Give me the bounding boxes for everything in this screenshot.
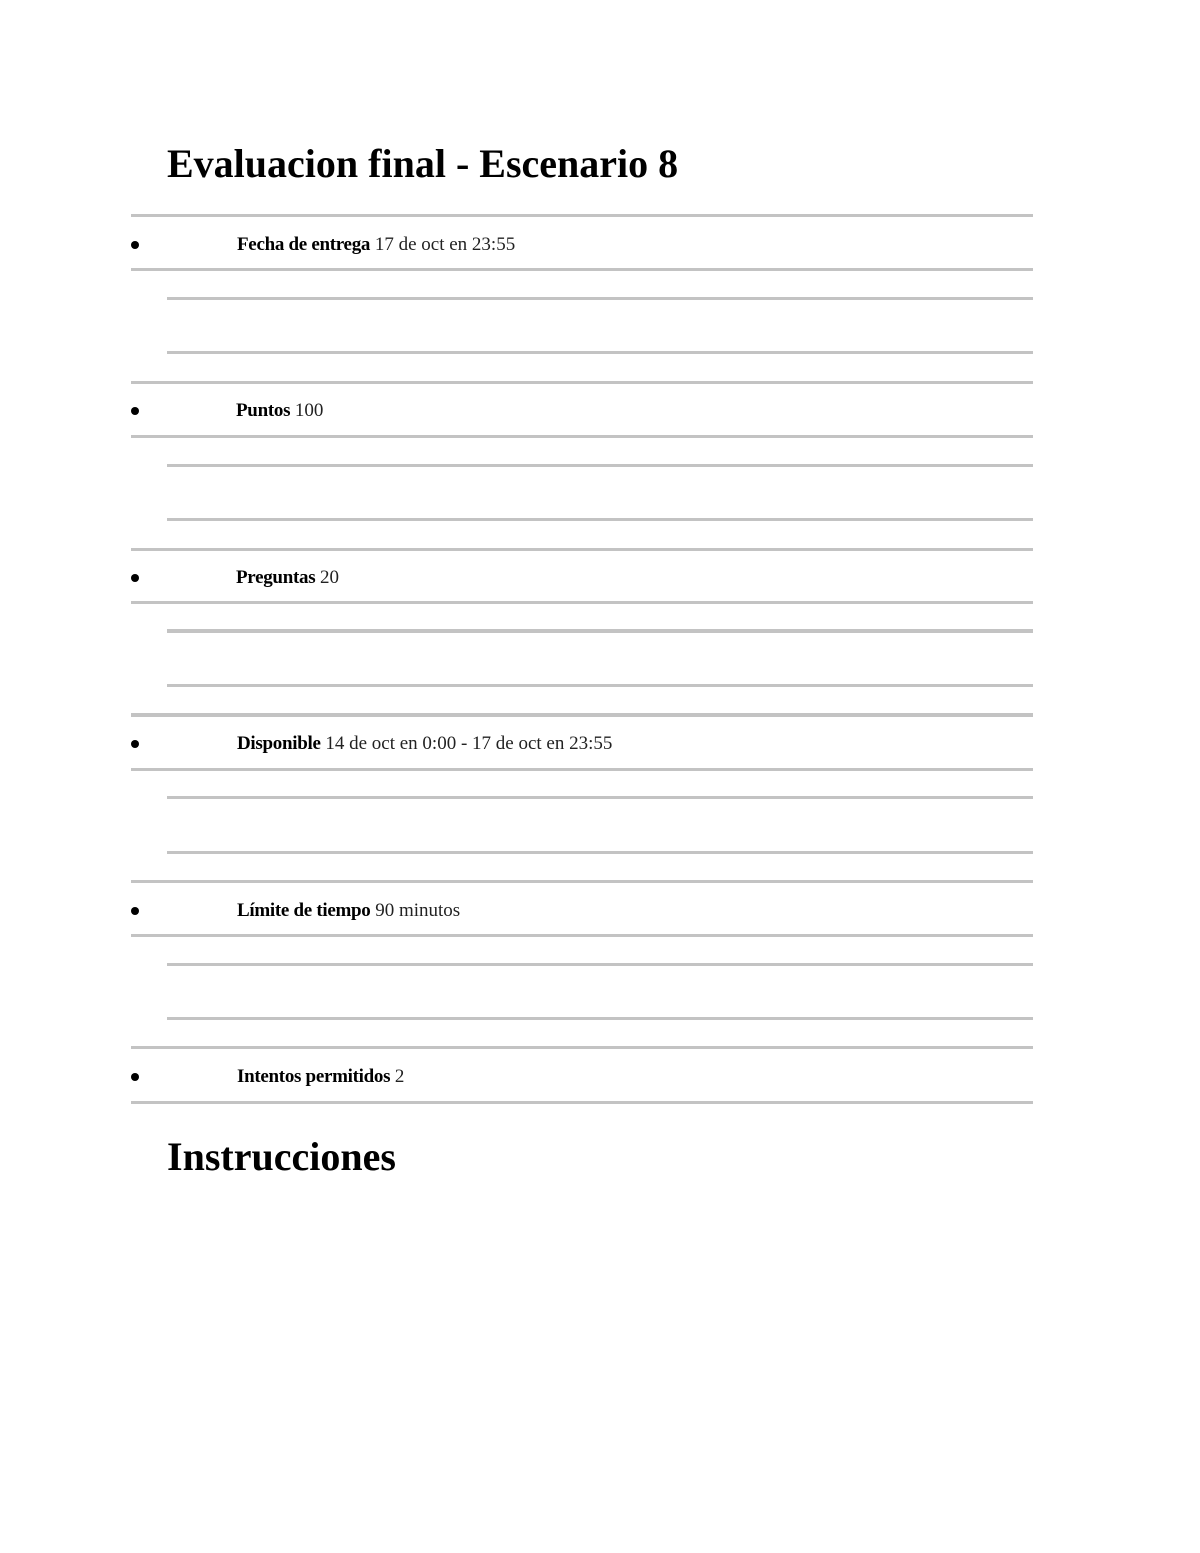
divider xyxy=(167,464,1033,467)
divider xyxy=(167,351,1033,354)
list-item-value: 17 de oct en 23:55 xyxy=(374,234,516,255)
list-item-attempts xyxy=(131,1062,1033,1092)
list-item-due-date xyxy=(131,230,1033,260)
list-item-label: Disponible xyxy=(237,733,321,754)
divider xyxy=(131,768,1033,771)
list-item-text xyxy=(236,396,323,426)
divider xyxy=(131,214,1033,217)
divider xyxy=(131,601,1033,604)
divider xyxy=(167,297,1033,300)
list-item-time-limit xyxy=(131,896,1033,926)
divider xyxy=(167,851,1033,854)
divider xyxy=(131,934,1033,937)
list-item-value: 90 minutos xyxy=(375,900,461,921)
divider xyxy=(131,1046,1033,1049)
divider xyxy=(131,1101,1033,1104)
list-item-label: Puntos xyxy=(236,400,291,421)
list-item-text xyxy=(237,230,515,260)
bullet-icon xyxy=(131,574,139,582)
list-item-value: 100 xyxy=(294,400,324,421)
bullet-icon xyxy=(131,241,139,249)
list-item-questions xyxy=(131,563,1033,593)
list-item-label: Intentos permitidos xyxy=(237,1066,391,1087)
divider xyxy=(167,518,1033,521)
divider xyxy=(131,381,1033,384)
list-item-availability xyxy=(131,729,1033,759)
bullet-icon xyxy=(131,407,139,415)
divider xyxy=(131,713,1033,717)
divider xyxy=(167,796,1033,799)
divider xyxy=(131,268,1033,271)
page-title: Evaluacion final - Escenario 8 xyxy=(167,141,679,186)
list-item-label: Límite de tiempo xyxy=(237,900,371,921)
divider xyxy=(167,684,1033,687)
list-item-value: 14 de oct en 0:00 - 17 de oct en 23:55 xyxy=(325,733,613,754)
list-item-value: 2 xyxy=(394,1066,405,1087)
list-item-label: Preguntas xyxy=(236,567,316,588)
divider xyxy=(167,963,1033,966)
divider xyxy=(131,435,1033,438)
divider xyxy=(167,1017,1033,1020)
list-item-points xyxy=(131,396,1033,426)
divider xyxy=(131,548,1033,551)
list-item-text xyxy=(237,1062,404,1092)
divider xyxy=(167,629,1033,633)
bullet-icon xyxy=(131,1073,139,1081)
list-item-label: Fecha de entrega xyxy=(237,234,371,255)
divider xyxy=(131,880,1033,883)
list-item-value: 20 xyxy=(320,567,340,588)
list-item-text xyxy=(237,896,460,926)
bullet-icon xyxy=(131,740,139,748)
bullet-icon xyxy=(131,907,139,915)
section-heading-instructions: Instrucciones xyxy=(167,1134,396,1179)
list-item-text xyxy=(237,729,612,759)
list-item-text xyxy=(236,563,339,593)
